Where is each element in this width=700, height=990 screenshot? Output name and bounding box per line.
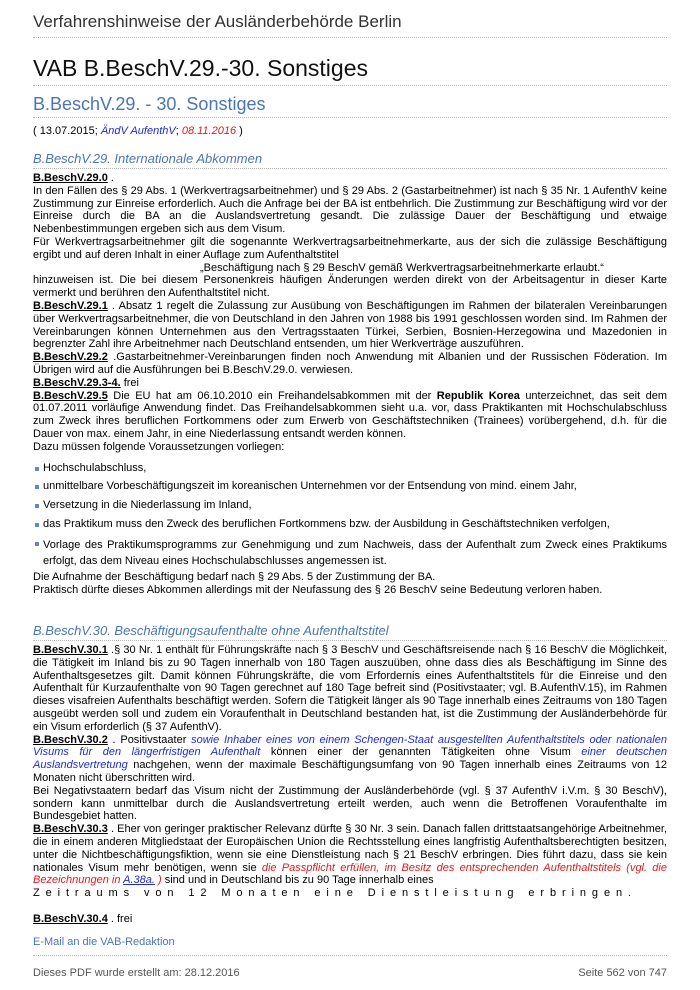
date-line: ( 13.07.2015; ÄndV AufenthV; 08.11.2016 ) [33, 125, 243, 137]
anchor-29-0[interactable]: B.BeschV.29.0 [33, 172, 108, 184]
site-title: Verfahrenshinweise der Ausländerbehörde Berlin [33, 12, 402, 31]
anchor-30-4[interactable]: B.BeschV.30.4 [33, 912, 108, 925]
anchor-30-1[interactable]: B.BeschV.30.1 [33, 644, 108, 656]
paragraph-text: Dazu müssen folgende Voraussetzungen vorliegen: [33, 440, 285, 453]
paragraph-29-2: B.BeschV.29.2 .Gastarbeitnehmer-Vereinbarungen finden noch Anwendung mit Albanien und der Russischen Föderation. Im Übrigen wird auf die Ausführungen bei B.BeschV.29.0. verwiesen. [33, 351, 667, 376]
section-30-heading: B.BeschV.30. Beschäftigungsaufenthalte ohne Aufenthaltstitel [33, 623, 389, 638]
mail-link[interactable]: E-Mail an die VAB-Redaktion [33, 936, 175, 948]
list-item: Versetzung in die Niederlassung im Inland, [33, 499, 667, 512]
paragraph-text: Bei Negativstaatern bedarf das Visum nicht der Zustimmung der Ausländerbehörde (vgl. § 37 AufenthV i.V.m. § 30 BeschV), sondern kann unmittelbar durch die Auslandsvertretung erteilt werden, auch wenn die Betroffenen Voraufenthalte im Bundesgebiet hatten. [33, 784, 667, 823]
paragraph-text: Die Aufnahme der Beschäftigung bedarf nach § 29 Abs. 5 der Zustimmung der BA. [33, 570, 436, 583]
paragraph-29-3-4: B.BeschV.29.3-4. frei [33, 376, 139, 389]
paragraph-30-1: B.BeschV.30.1 .§ 30 Nr. 1 enthält für Führungskräfte nach § 3 BeschV und Geschäftsreisende nach § 16 BeschV die Möglichkeit, die Tätigkeit im Inland bis zu 90 Tagen innerhalb von 180 Tagen auszuüben, ohne dass dies als Beschäftigung im Sinne des Aufenthaltsgesetzes gilt. Damit können Führungskräfte, die vom Erfordernis eines Aufenthaltstitels für die Einreise und den Aufenthalt für Kurzaufenthalte von 90 Tagen gerechnet auf 180 Tage befreit sind (Positivstaater; vgl. B.AufenthV.15), im Rahmen dieses visafreien Aufenthalts beschäftigt werden. Sofern die Tätigkeit länger als 90 Tage innerhalb eines Zeitraums von 180 Tagen ausgeübt werden soll und zudem ein Voraufenthalt in Deutschland bestanden hat, ist die Zustimmung der Ausländerbehörde für ein Visum erforderlich (§ 37 AufenthV). [33, 644, 667, 733]
quoted-auflage: „Beschäftigung nach § 29 BeschV gemäß Werkvertragsarbeitnehmerkarte erlaubt.“ [200, 261, 604, 274]
amendment-date: 08.11.2016 [181, 125, 237, 137]
paragraph-29-0: B.BeschV.29.0 . [33, 172, 114, 184]
paragraph-30-3: B.BeschV.30.3 . Eher von geringer praktischer Relevanz dürfte § 30 Nr. 3 sein. Danach fallen drittstaatsangehörige Arbeitnehmer, die in einem anderen Mitgliedstaat der Europäischen Union die Rechtsstellung eines langfristig Aufenthaltsberechtigten besitzen, unter die Nichtbeschäftigungsfiktion, wenn sie eine Dienstleistung nach § 21 BeschV erbringen. Dies führt dazu, dass sie kein nationales Visum mehr benötigen, wenn sie die Passpflicht erfüllen, im Besitz des entsprechenden Aufenthaltstitels (vgl. die Bezeichnungen in A.38a. ) sind und in Deutschland bis zu 90 Tage innerhalb eines [33, 823, 667, 887]
paragraph-text: Praktisch dürfte dieses Abkommen allerdings mit der Neufassung des § 26 BeschV seine Bedeutung verloren haben. [33, 583, 603, 596]
paragraph-30-2: B.BeschV.30.2 . Positivstaater sowie Inhaber eines von einem Schengen-Staat ausgestellten Aufenthaltstitels oder nationalen Visums für den längerfristigen Aufenthalt können einer der genannten Tätigkeiten ohne Visum einer deutschen Auslandsvertretung nachgehen, wenn der maximale Beschäftigungsumfang von 90 Tagen innerhalb eines Zeitraums von 12 Monaten nicht überschritten wird. [33, 733, 667, 784]
paragraph-30-4: B.BeschV.30.4 . frei [33, 912, 133, 925]
list-item: das Praktikum muss den Zweck des beruflichen Fortkommens bzw. der Ausbildung in Geschäftstechniken verfolgen, [33, 518, 667, 531]
paragraph-text: Für Werkvertragsarbeitnehmer gilt die sogenannte Werkvertragsarbeitnehmerkarte, aus der sich die zulässige Beschäftigung ergibt und auf deren Inhalt in einer Auflage zum Aufenthaltstitel [33, 235, 667, 261]
anchor-29-1[interactable]: B.BeschV.29.1 [33, 299, 108, 312]
list-item: unmittelbare Vorbeschäftigungszeit im koreanischen Unternehmen vor der Entsendung von mind. einem Jahr, [33, 480, 667, 493]
anchor-30-3[interactable]: B.BeschV.30.3 [33, 823, 108, 836]
anchor-30-2[interactable]: B.BeschV.30.2 [33, 733, 108, 746]
footer-page-number: Seite 562 von 747 [578, 967, 667, 979]
requirements-list [33, 462, 667, 569]
divider [33, 37, 667, 38]
anchor-29-3-4[interactable]: B.BeschV.29.3-4. [33, 376, 121, 389]
anchor-29-5[interactable]: B.BeschV.29.5 [33, 389, 108, 402]
list-item: Vorlage des Praktikumsprogramms zur Genehmigung und zum Nachweis, dass der Aufenthalt zum Zweck eines Praktikums erfolgt, das dem Niveau eines Hochschulabschlusses angemessen ist. [33, 537, 667, 569]
divider [33, 85, 667, 86]
divider [33, 955, 667, 956]
bullet-icon [35, 485, 39, 489]
bullet-icon [35, 542, 39, 546]
paragraph-text: In den Fällen des § 29 Abs. 1 (Werkvertragsarbeitnehmer) und § 29 Abs. 2 (Gastarbeitnehmer) ist nach § 35 Nr. 1 AufenthV keine Zustimmung zur Einreise erforderlich. Auch die Anfrage bei der BA ist entbehrlich. Die Zustimmung zur Beschäftigung wird vor der Einreise durch die BA an die Auslandsvertretung gesandt. Die zulässige Dauer der Beschäftigung und etwaige Nebenbestimmungen ergeben sich aus dem Visum. [33, 184, 667, 236]
section-30-body [33, 644, 667, 926]
bullet-icon [35, 467, 39, 471]
divider [33, 168, 667, 169]
paragraph-29-5: B.BeschV.29.5 Die EU hat am 06.10.2010 ein Freihandelsabkommen mit der Republik Korea unterzeichnet, das seit dem 01.07.2011 vorläufige Anwendung findet. Das Freihandelsabkommen sieht u.a. vor, dass Praktikanten mit Hochschulabschluss zum Zweck ihres beruflichen Fortkommens oder zum Erwerb von Geschäftstechniken (Trainees) vorübergehend, d.h. für die Dauer von max. einem Jahr, in eine Niederlassung entsandt werden können. [33, 389, 668, 440]
footer-created: Dieses PDF wurde erstellt am: 28.12.2016 [33, 967, 240, 979]
bullet-icon [35, 523, 39, 527]
spacer [33, 900, 667, 913]
paragraph-text: Zeitraums von 12 Monaten eine Dienstleistung erbringen. [33, 887, 637, 900]
paragraph-text: hinzuweisen ist. Die bei diesem Personenkreis häufigen Änderungen werden direkt von der Arbeitsagentur in dieser Karte vermerkt und berühren den Aufenthaltstitel nicht. [33, 274, 667, 300]
section-29-heading: B.BeschV.29. Internationale Abkommen [33, 151, 263, 166]
bullet-icon [35, 504, 39, 508]
page-subtitle: B.BeschV.29. - 30. Sonstiges [33, 94, 266, 114]
paragraph-29-1: B.BeschV.29.1 . Absatz 1 regelt die Zulassung zur Ausübung von Beschäftigungen im Rahmen der bilateralen Vereinbarungen über Werkvertragsarbeitnehmer, die von Deutschland in den Jahren von 1988 bis 1991 geschlossen worden sind. Im Rahmen der Vereinbarungen können Unternehmen aus den Vertragsstaaten Türkei, Serbien, Bosnien-Herzegowina und Mazedonien in begrenzter Zahl ihre Arbeitnehmer nach Deutschland entsenden, um hier Werkverträge auszuführen. [33, 299, 667, 351]
amendment-link[interactable]: ÄndV AufenthV [100, 125, 176, 137]
divider [33, 117, 667, 118]
anchor-29-2[interactable]: B.BeschV.29.2 [33, 351, 108, 364]
list-item: Hochschulabschluss, [33, 462, 667, 475]
reference-link-a38a[interactable]: A.38a. [123, 874, 155, 887]
divider [33, 640, 667, 641]
section-29-body [33, 172, 667, 596]
page-title: VAB B.BeschV.29.-30. Sonstiges [33, 55, 368, 81]
